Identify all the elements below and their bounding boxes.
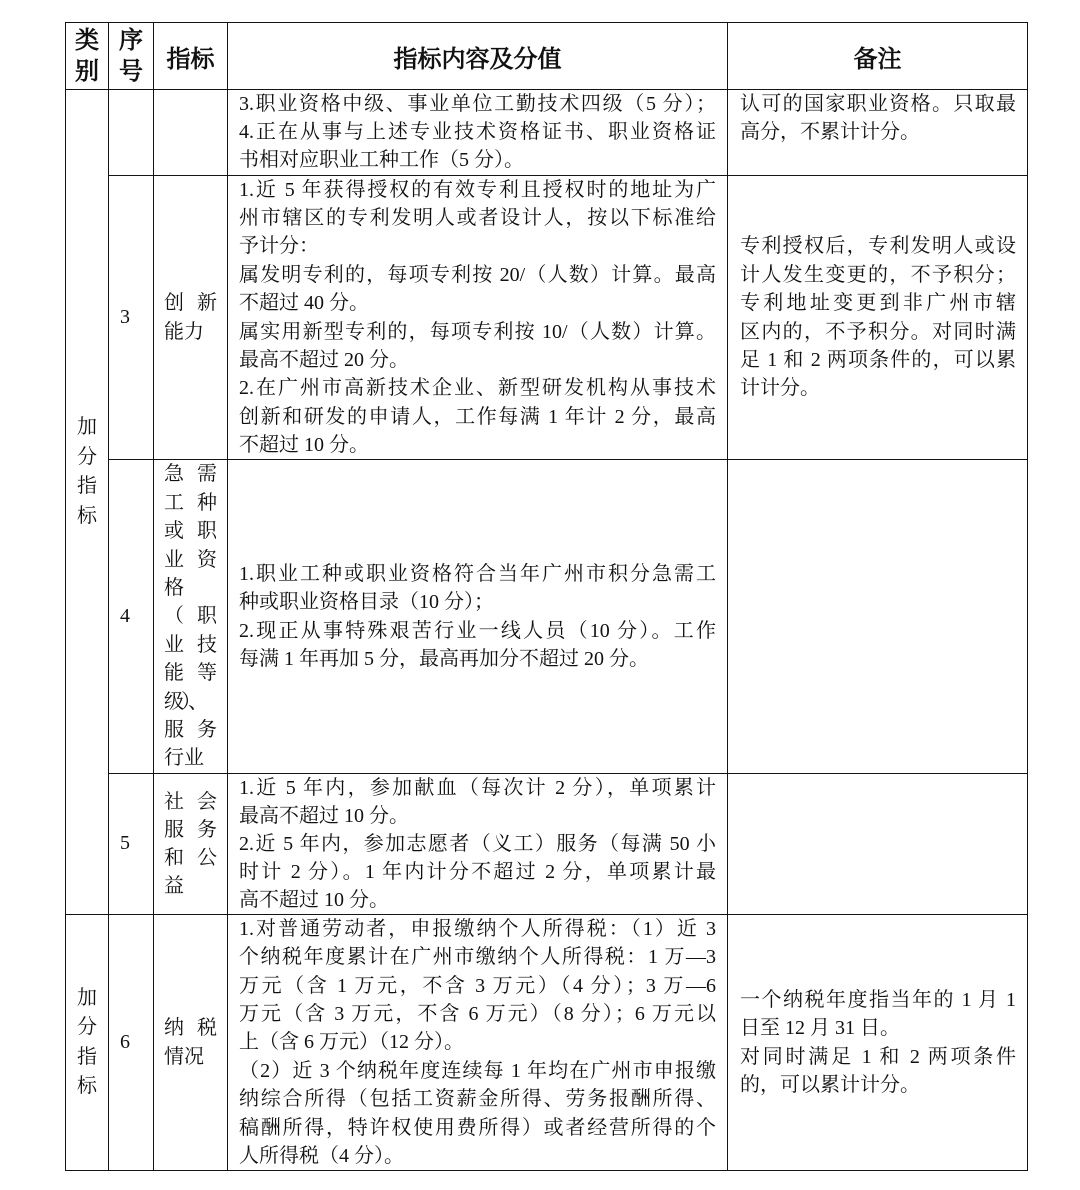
indicator-cell xyxy=(154,914,228,1171)
indicator-line: 急需 xyxy=(164,463,217,486)
indicator-line: 社会 xyxy=(164,790,217,813)
index-cell xyxy=(109,773,154,914)
content-cell xyxy=(228,175,728,460)
content-line: 最高不超过 10 分。 xyxy=(239,804,409,827)
table-row xyxy=(66,90,1028,176)
table-row xyxy=(66,773,1028,914)
table-row xyxy=(66,175,1028,460)
indicator-line: 业资 xyxy=(164,548,217,571)
note-line: 足 1 和 2 两项条件的，可以累 xyxy=(740,348,1016,371)
content-cell xyxy=(228,460,728,773)
content-line: 万元（含 1 万元，不含 3 万元）（4 分）；3 万—6 xyxy=(239,974,716,997)
header-indicator-label: 指标 xyxy=(166,44,215,73)
content-line: 个纳税年度累计在广州市缴纳个人所得税：1 万—3 xyxy=(239,946,716,969)
header-content-label: 指标内容及分值 xyxy=(393,44,562,73)
note-cell xyxy=(728,914,1028,1171)
note-cell xyxy=(728,90,1028,176)
content-line: 属实用新型专利的，每项专利按 10/（人数）计算。 xyxy=(239,320,716,343)
indicator-line: 级）、 xyxy=(164,690,205,713)
category-label: 加分指标 xyxy=(77,986,97,1098)
note-line: 计计分。 xyxy=(740,377,820,400)
content-line: 稿酬所得，特许权使用费所得）或者经营所得的个 xyxy=(239,1116,716,1139)
indicator-cell xyxy=(154,90,228,176)
content-line: （2）近 3 个纳税年度连续每 1 年均在广州市申报缴 xyxy=(239,1059,716,1082)
content-line: 最高不超过 20 分。 xyxy=(239,348,409,371)
note-line: 区内的，不予积分。对同时满 xyxy=(740,320,1016,343)
header-row xyxy=(66,23,1028,90)
content-line: 1.对普通劳动者，申报缴纳个人所得税：（1）近 3 xyxy=(239,917,716,940)
content-line: 万元（含 3 万元，不含 6 万元）（8 分）；6 万元以 xyxy=(239,1002,716,1025)
indicator-line: 服务 xyxy=(164,718,217,741)
header-index xyxy=(109,23,154,90)
note-cell xyxy=(728,175,1028,460)
content-line: 上（含 6 万元）（12 分）。 xyxy=(239,1031,464,1054)
row-index: 6 xyxy=(120,1031,130,1054)
content-line: 创新和研发的申请人，工作每满 1 年计 2 分，最高 xyxy=(239,405,716,428)
content-line: 1.近 5 年内，参加献血（每次计 2 分），单项累计 xyxy=(239,776,716,799)
indicator-line: 能等 xyxy=(164,662,217,685)
indicator-line: 或职 xyxy=(164,520,217,543)
note-line: 高分，不累计计分。 xyxy=(740,121,920,144)
note-cell xyxy=(728,460,1028,773)
note-line: 的，可以累计计分。 xyxy=(740,1073,920,1096)
content-line: 予计分： xyxy=(239,235,319,258)
indicator-line: （职 xyxy=(164,605,217,628)
content-line: 4.正在从事与上述专业技术资格证书、职业资格证 xyxy=(239,121,716,144)
note-line: 专利授权后，专利发明人或设 xyxy=(740,235,1016,258)
content-line: 属发明专利的，每项专利按 20/（人数）计算。最高 xyxy=(239,263,716,286)
content-line: 时计 2 分）。1 年内计分不超过 2 分，单项累计最 xyxy=(239,860,716,883)
header-category-label: 类别 xyxy=(75,26,99,85)
content-line: 种或职业资格目录（10 分）； xyxy=(239,591,494,614)
index-cell xyxy=(109,914,154,1171)
category-cell xyxy=(66,90,109,915)
content-line: 2.在广州市高新技术企业、新型研发机构从事技术 xyxy=(239,377,716,400)
indicator-line: 行业 xyxy=(164,747,204,770)
note-line: 对同时满足 1 和 2 两项条件 xyxy=(740,1045,1016,1068)
content-line: 1.近 5 年获得授权的有效专利且授权时的地址为广 xyxy=(239,178,716,201)
note-line: 专利地址变更到非广州市辖 xyxy=(740,292,1016,315)
content-cell xyxy=(228,90,728,176)
header-index-label: 序号 xyxy=(119,26,143,85)
content-line: 书相对应职业工种工作（5 分）。 xyxy=(239,149,524,172)
indicator-line: 情况 xyxy=(164,1045,204,1068)
note-line: 认可的国家职业资格。只取最 xyxy=(740,93,1016,115)
table-row xyxy=(66,914,1028,1171)
content-line: 2.近 5 年内，参加志愿者（义工）服务（每满 50 小 xyxy=(239,832,716,855)
table-row xyxy=(66,460,1028,773)
note-line: 一个纳税年度指当年的 1 月 1 xyxy=(740,988,1016,1011)
content-line: 纳综合所得（包括工资薪金所得、劳务报酬所得、 xyxy=(239,1088,716,1111)
content-line: 人所得税（4 分）。 xyxy=(239,1144,404,1167)
header-category xyxy=(66,23,109,90)
indicator-line: 和公 xyxy=(164,846,217,869)
note-line: 日至 12 月 31 日。 xyxy=(740,1017,900,1040)
indicator-cell xyxy=(154,773,228,914)
header-indicator xyxy=(154,23,228,90)
indicator-line: 创新 xyxy=(164,292,217,315)
header-note xyxy=(728,23,1028,90)
content-line: 不超过 40 分。 xyxy=(239,292,369,315)
header-content xyxy=(228,23,728,90)
row-index: 5 xyxy=(120,832,130,855)
note-cell xyxy=(728,773,1028,914)
content-line: 1.职业工种或职业资格符合当年广州市积分急需工 xyxy=(239,562,716,585)
row-index: 3 xyxy=(120,306,130,329)
note-line: 计人发生变更的，不予积分； xyxy=(740,263,1016,286)
category-label: 加分指标 xyxy=(77,416,97,527)
category-cell xyxy=(66,914,109,1171)
index-cell xyxy=(109,460,154,773)
content-cell xyxy=(228,773,728,914)
content-line: 2.现正从事特殊艰苦行业一线人员（10 分）。工作 xyxy=(239,619,716,642)
content-line: 州市辖区的专利发明人或者设计人，按以下标准给 xyxy=(239,206,716,229)
indicator-line: 能力 xyxy=(164,320,204,343)
index-cell xyxy=(109,175,154,460)
content-line: 3.职业资格中级、事业单位工勤技术四级（5 分）； xyxy=(239,93,716,115)
indicator-cell xyxy=(154,175,228,460)
row-index: 4 xyxy=(120,605,130,628)
indicator-cell xyxy=(154,460,228,773)
content-cell xyxy=(228,914,728,1171)
header-note-label: 备注 xyxy=(853,44,902,73)
content-line: 每满 1 年再加 5 分，最高再加分不超过 20 分。 xyxy=(239,648,649,670)
indicator-table xyxy=(65,22,1028,1171)
indicator-line: 益 xyxy=(164,874,184,897)
indicator-line: 服务 xyxy=(164,818,217,841)
indicator-line: 纳税 xyxy=(164,1017,217,1040)
indicator-line: 业技 xyxy=(164,633,217,656)
content-line: 不超过 10 分。 xyxy=(239,434,369,457)
content-line: 高不超过 10 分。 xyxy=(239,888,389,911)
index-cell xyxy=(109,90,154,176)
indicator-line: 格 xyxy=(164,577,184,600)
indicator-line: 工种 xyxy=(164,491,217,514)
